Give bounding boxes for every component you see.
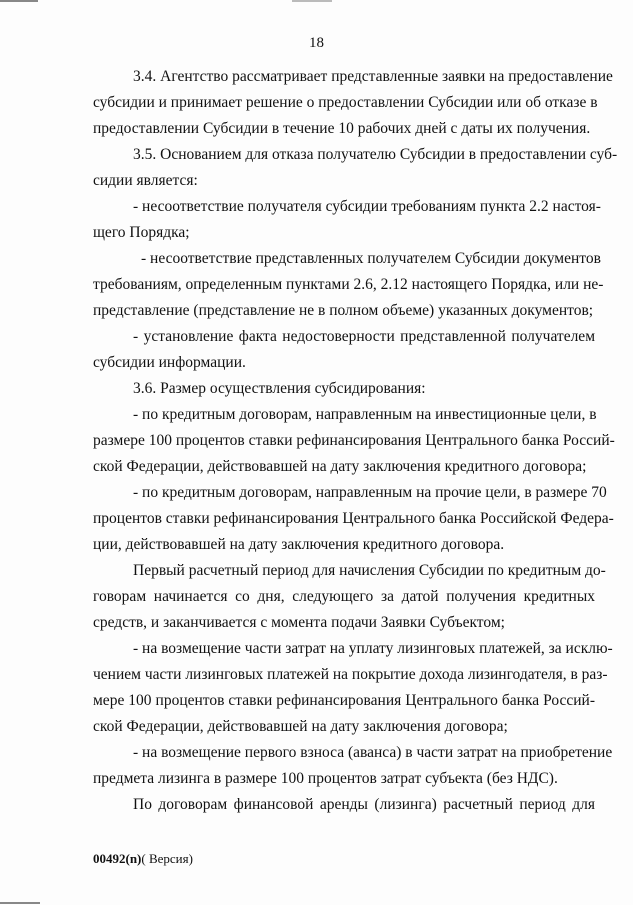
document-version: ( Версия) xyxy=(141,851,193,866)
document-footer xyxy=(93,851,193,867)
paragraph xyxy=(93,636,613,740)
text-line: - несоответствие представленных получателем Субсидии документов xyxy=(141,250,601,267)
text-line: средств, и заканчивается с момента подачи Заявки Субъектом; xyxy=(93,614,505,631)
paragraph xyxy=(93,792,595,818)
text-line: размере 100 процентов ставки рефинансирования Центрального банка Россий- xyxy=(93,432,615,449)
text-line: 3.6. Размер осуществления субсидирования: xyxy=(133,380,426,397)
text-line: сидии является: xyxy=(93,172,198,189)
paragraph xyxy=(93,558,606,636)
text-line: ции, действовавшей на дату заключения кредитного договора. xyxy=(93,536,505,553)
paragraph xyxy=(93,142,618,194)
paragraph xyxy=(93,740,613,792)
scan-mark-top xyxy=(0,0,38,2)
text-line: процентов ставки рефинансирования Центрального банка Российской Федера- xyxy=(93,510,614,527)
text-line: 3.4. Агентство рассматривает представленные заявки на предоставление xyxy=(133,68,613,85)
text-line: мере 100 процентов ставки рефинансирования Центрального банка Россий- xyxy=(93,692,595,709)
paragraph xyxy=(93,194,601,246)
text-line: говорам начинается со дня, следующего за датой получения кредитных xyxy=(93,588,595,605)
text-line: - по кредитным договорам, направленным на инвестиционные цели, в xyxy=(133,406,597,423)
text-line: Первый расчетный период для начисления Субсидии по кредитным до- xyxy=(133,562,606,579)
paragraph xyxy=(93,324,595,376)
paragraph xyxy=(93,64,613,142)
text-line: представление (представление не в полном объеме) указанных документов; xyxy=(93,302,594,319)
text-line: субсидии информации. xyxy=(93,354,246,371)
text-line: - по кредитным договорам, направленным на прочие цели, в размере 70 xyxy=(133,484,607,501)
scan-mark-top-center xyxy=(292,0,332,2)
text-line: щего Порядка; xyxy=(93,224,190,241)
paragraph xyxy=(93,376,595,402)
text-line: требованиям, определенным пунктами 2.6, 2.12 настоящего Порядка, или не- xyxy=(93,276,604,293)
text-line: 3.5. Основанием для отказа получателю Субсидии в предоставлении суб- xyxy=(133,146,618,163)
text-line: - установление факта недостоверности представленной получателем xyxy=(133,328,595,345)
text-line: ской Федерации, действовавшей на дату заключения договора; xyxy=(93,718,508,735)
page-number: 18 xyxy=(309,35,324,51)
paragraph xyxy=(93,246,604,324)
text-line: По договорам финансовой аренды (лизинга) расчетный период для xyxy=(133,796,595,813)
document-body xyxy=(93,64,618,818)
document-code: 00492(n) xyxy=(93,851,142,866)
text-line: - на возмещение первого взноса (аванса) в части затрат на приобретение xyxy=(133,744,613,761)
text-line: предоставлении Субсидии в течение 10 рабочих дней с даты их получения. xyxy=(93,120,591,137)
paragraph xyxy=(93,480,614,558)
text-line: чением части лизинговых платежей на покрытие дохода лизингодателя, в раз- xyxy=(93,666,608,683)
text-line: - на возмещение части затрат на уплату лизинговых платежей, за исклю- xyxy=(133,640,613,657)
text-line: предмета лизинга в размере 100 процентов затрат субъекта (без НДС). xyxy=(93,770,558,787)
text-line: ской Федерации, действовавшей на дату заключения кредитного договора; xyxy=(93,458,587,475)
scan-mark-bottom xyxy=(0,902,40,904)
text-line: - несоответствие получателя субсидии требованиям пункта 2.2 настоя- xyxy=(133,198,601,215)
paragraph xyxy=(93,402,615,480)
text-line: субсидии и принимает решение о предоставлении Субсидии или об отказе в xyxy=(93,94,598,111)
